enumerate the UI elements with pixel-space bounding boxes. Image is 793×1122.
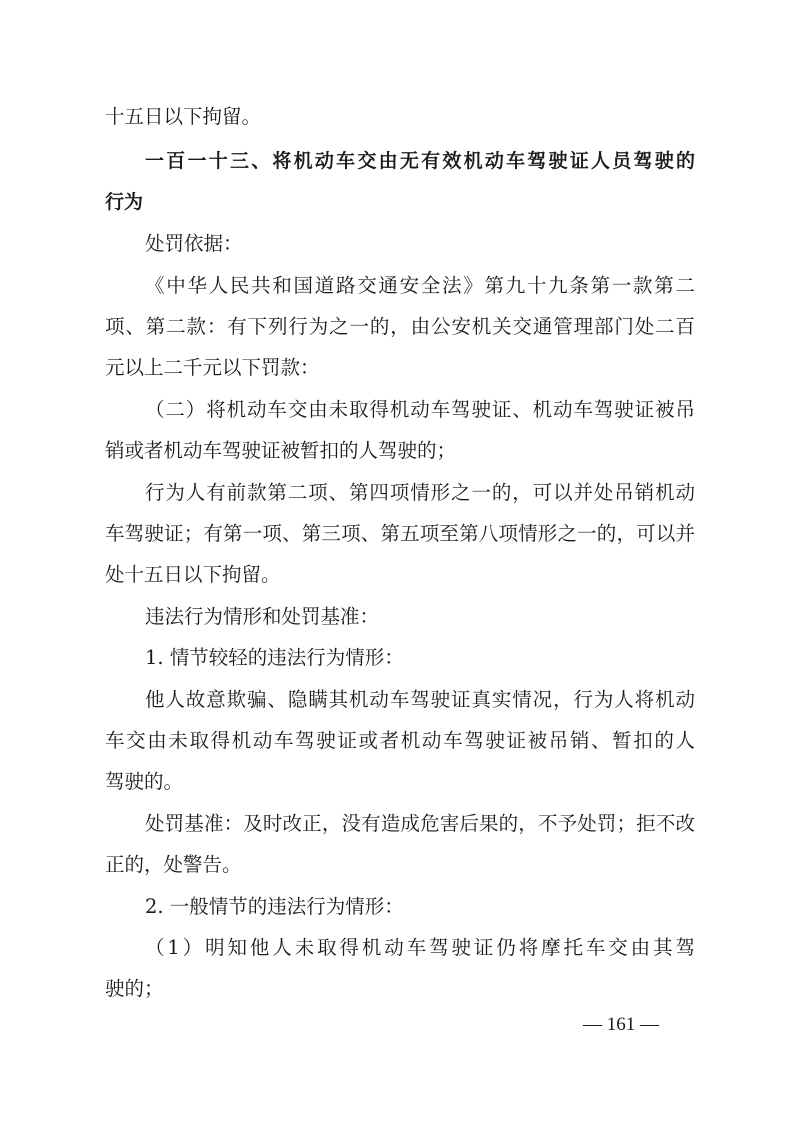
- subheading-minor: 1. 情节较轻的违法行为情形：: [145, 646, 404, 669]
- text-line: 十五日以下拘留。: [105, 105, 262, 128]
- text-line: 他人故意欺骗、隐瞒其机动车驾驶证真实情况，行为人将机动: [145, 688, 695, 711]
- text-line: 正的，处警告。: [105, 853, 242, 876]
- text-line: 驾驶的。: [105, 770, 184, 793]
- text-line: 行为人有前款第二项、第四项情形之一的，可以并处吊销机动: [145, 481, 695, 504]
- subheading-standards: 违法行为情形和处罚基准：: [145, 605, 380, 628]
- text-line: 车交由未取得机动车驾驶证或者机动车驾驶证被吊销、暂扣的人: [105, 729, 695, 752]
- text-line: 处罚基准：及时改正，没有造成危害后果的，不予处罚；拒不改: [145, 812, 695, 835]
- subheading-general: 2. 一般情节的违法行为情形：: [145, 895, 404, 918]
- text-line: 处十五日以下拘留。: [105, 563, 281, 586]
- section-heading-cont: 行为: [105, 191, 144, 213]
- text-line: 项、第二款：有下列行为之一的，由公安机关交通管理部门处二百: [105, 315, 695, 338]
- text-line: （二）将机动车交由未取得机动车驾驶证、机动车驾驶证被吊: [145, 398, 695, 421]
- text-line: 车驾驶证；有第一项、第三项、第五项至第八项情形之一的，可以并: [105, 522, 695, 545]
- text-line: （1）明知他人未取得机动车驾驶证仍将摩托车交由其驾: [145, 936, 695, 959]
- subheading-basis: 处罚依据：: [145, 232, 243, 255]
- text-line: 销或者机动车驾驶证被暂扣的人驾驶的；: [105, 439, 457, 462]
- text-line: 驶的；: [105, 977, 164, 1000]
- section-heading: 一百一十三、将机动车交由无有效机动车驾驶证人员驾驶的: [145, 150, 695, 172]
- text-line: 元以上二千元以下罚款：: [105, 356, 320, 379]
- page-number: — 161 —: [583, 1014, 659, 1035]
- text-line: 《中华人民共和国道路交通安全法》第九十九条第一款第二: [145, 274, 695, 297]
